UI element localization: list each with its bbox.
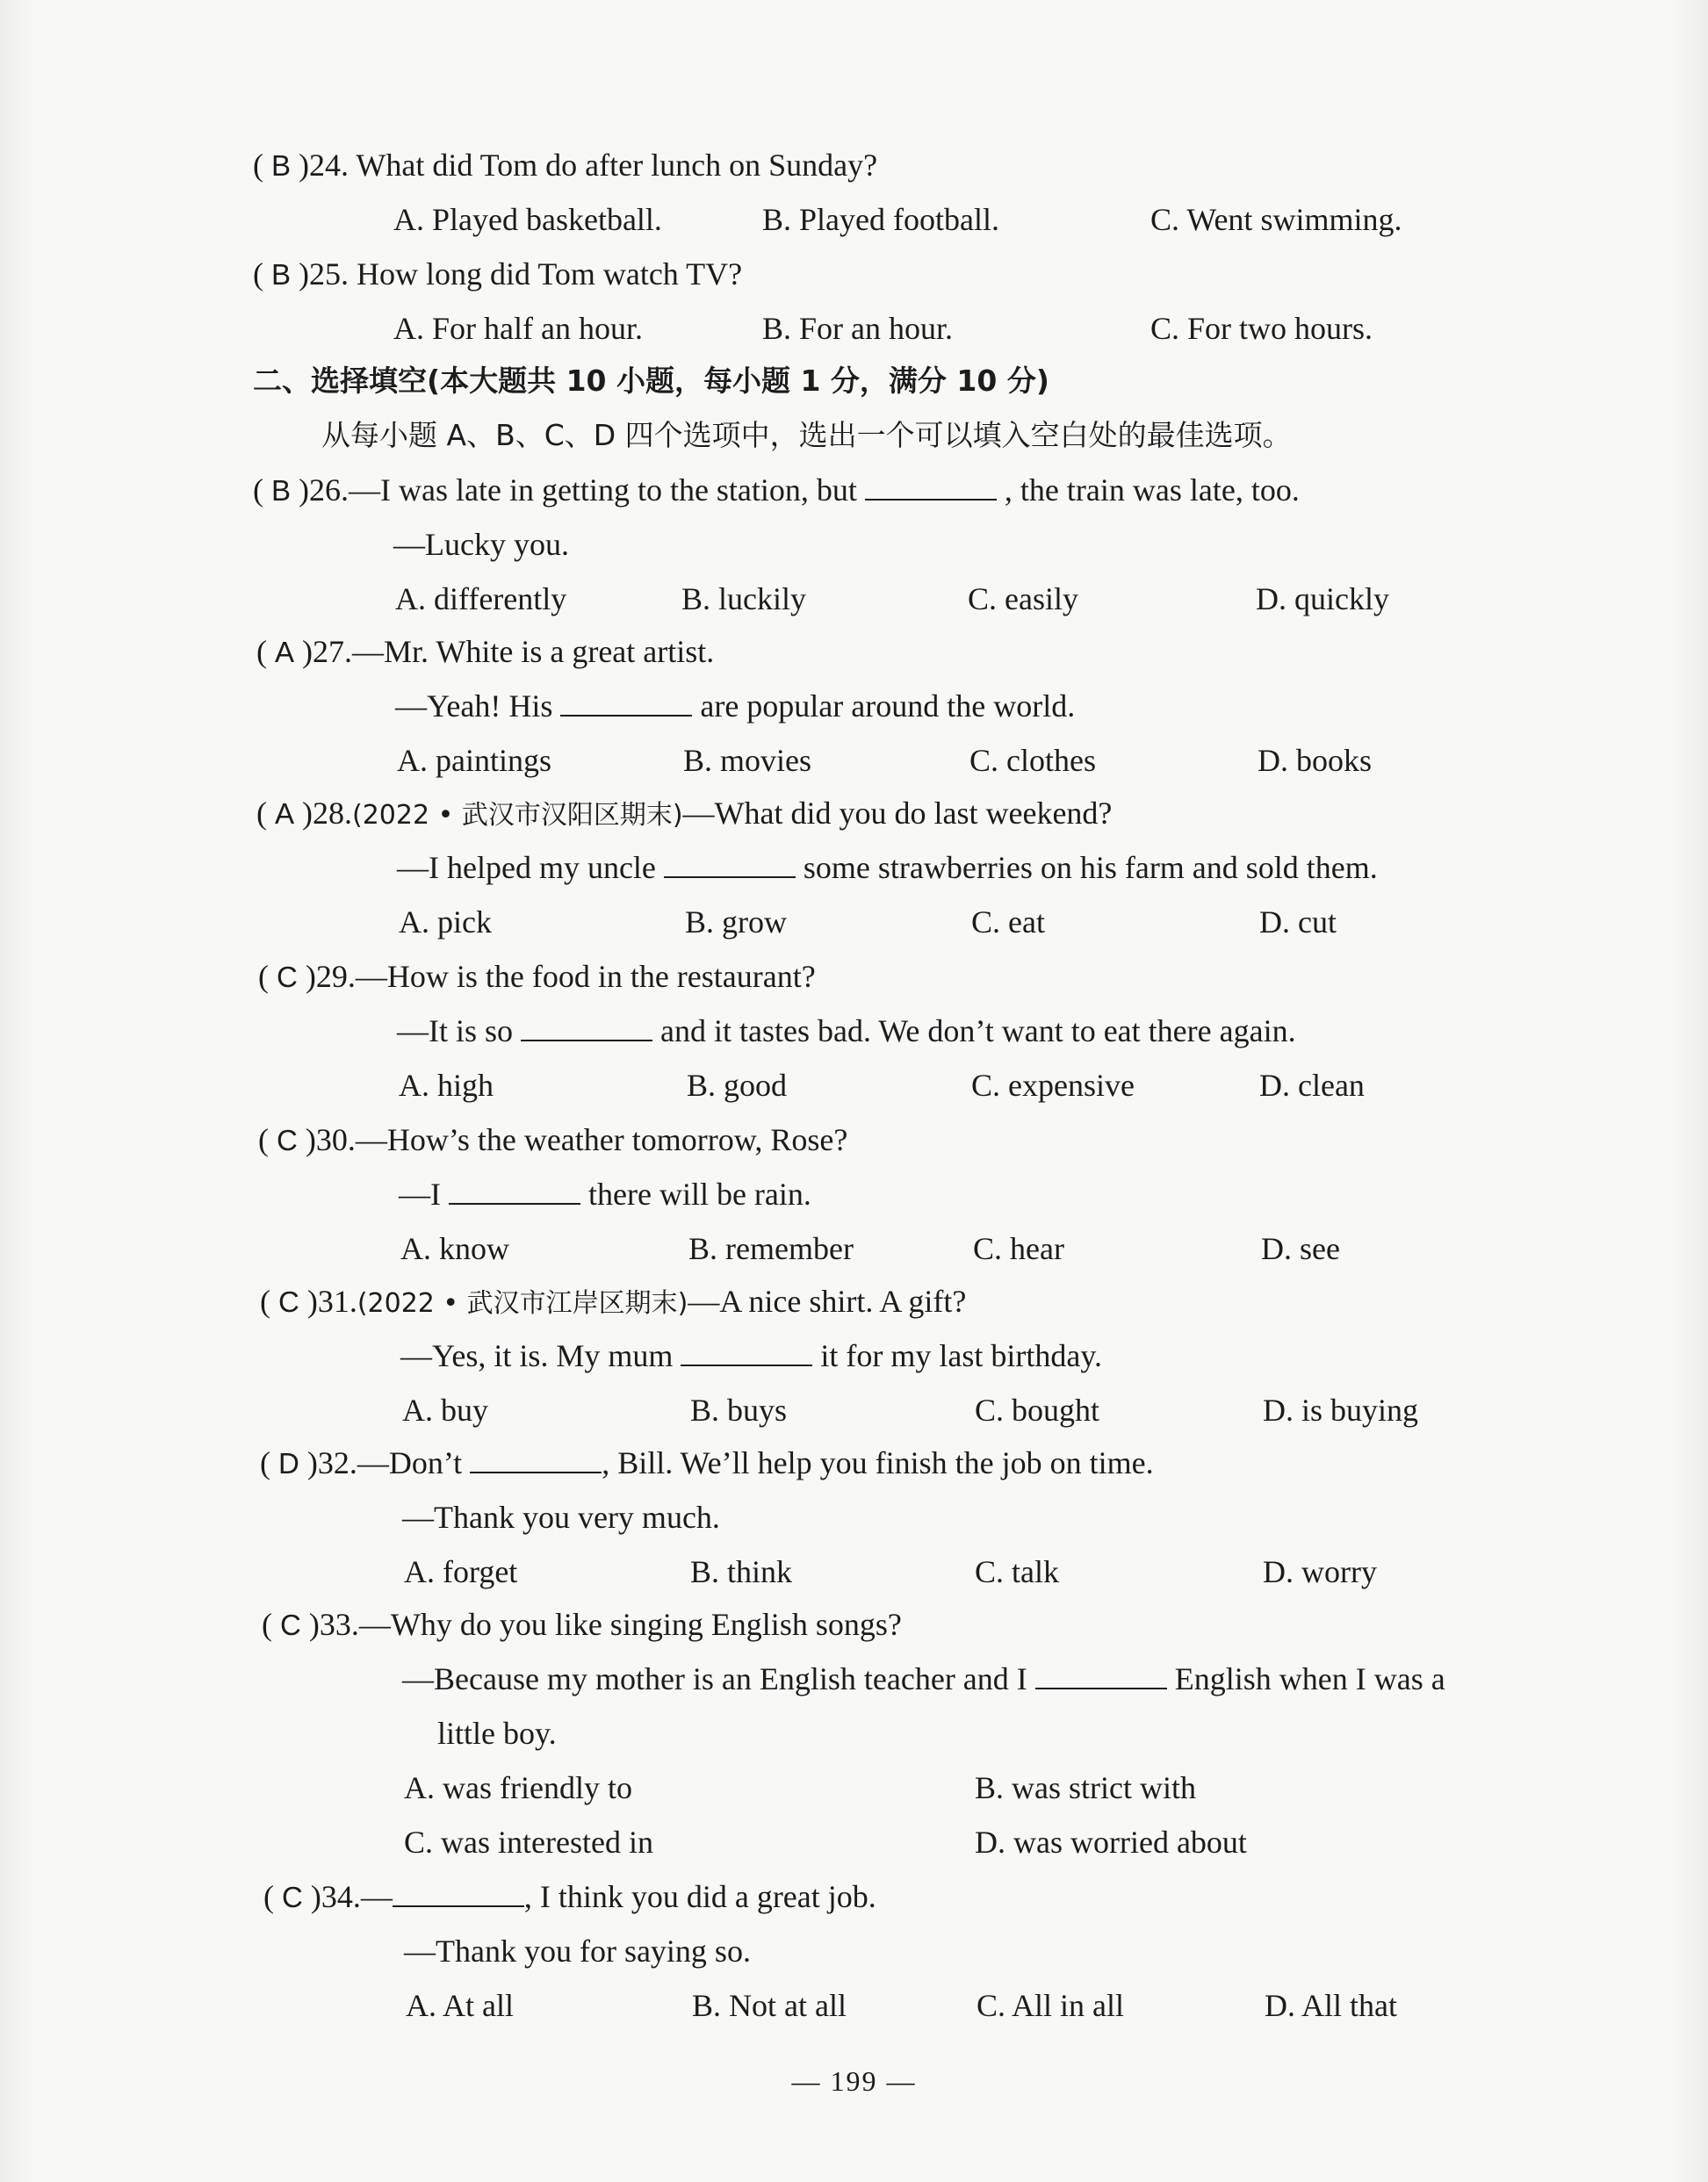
paren-close: ) bbox=[291, 472, 310, 508]
question-stem: —Why do you like singing English songs? bbox=[358, 1607, 902, 1642]
paren-close: ) bbox=[291, 148, 310, 183]
question-number: 30. bbox=[315, 1122, 356, 1157]
reply-end: are popular around the world. bbox=[700, 688, 1076, 724]
question-30 bbox=[258, 1120, 847, 1160]
reply-end: some strawberries on his farm and sold them. bbox=[803, 850, 1378, 885]
option-a: A. At all bbox=[406, 1988, 514, 2023]
answer-mark: B bbox=[271, 149, 292, 182]
question-stem: —What did you do last weekend? bbox=[682, 796, 1113, 831]
answer-blank bbox=[1035, 1661, 1167, 1689]
source-tag: (2022 • 武汉市汉阳区期末) bbox=[352, 800, 683, 831]
paren-open: ( bbox=[258, 959, 277, 994]
option-a: A. differently bbox=[395, 581, 567, 616]
reply-line bbox=[399, 1175, 811, 1213]
reply-line bbox=[395, 687, 1075, 725]
question-stem: —How is the food in the restaurant? bbox=[355, 959, 816, 994]
option-b: B. think bbox=[690, 1554, 793, 1589]
question-27 bbox=[256, 632, 714, 672]
question-stem-end: , I think you did a great job. bbox=[523, 1879, 876, 1914]
paren-close: ) bbox=[297, 959, 316, 994]
option-a: A. pick bbox=[399, 904, 492, 940]
paren-close: ) bbox=[300, 1607, 320, 1642]
answer-blank bbox=[393, 1879, 524, 1907]
option-d: D. clean bbox=[1259, 1068, 1365, 1103]
paren-open: ( bbox=[253, 472, 271, 508]
answer-blank bbox=[681, 1338, 812, 1366]
question-stem: — bbox=[360, 1879, 393, 1914]
answer-mark: C bbox=[277, 1124, 298, 1156]
answer-mark: C bbox=[277, 961, 298, 993]
reply-start: —Yeah! His bbox=[395, 688, 553, 724]
paren-open: ( bbox=[262, 1607, 280, 1642]
option-d: D. was worried about bbox=[975, 1825, 1247, 1860]
reply-line: —Thank you for saying so. bbox=[404, 1934, 751, 1969]
option-b: B. buys bbox=[690, 1393, 788, 1428]
reply-line: —Thank you very much. bbox=[402, 1500, 720, 1535]
option-a: A. buy bbox=[402, 1393, 488, 1428]
reply-start: —It is so bbox=[397, 1013, 514, 1048]
question-number: 29. bbox=[315, 959, 356, 994]
option-d: D. books bbox=[1258, 743, 1373, 778]
option-c: C. hear bbox=[973, 1231, 1064, 1266]
paren-close: ) bbox=[294, 796, 313, 831]
paren-open: ( bbox=[263, 1879, 282, 1914]
question-stem-end: , Bill. We’ll help you finish the job on time. bbox=[602, 1445, 1154, 1480]
option-a: A. know bbox=[400, 1231, 509, 1266]
question-stem: —Don’t bbox=[357, 1445, 463, 1480]
paren-close: ) bbox=[302, 1879, 321, 1914]
reply-start: —Yes, it is. My mum bbox=[400, 1338, 674, 1373]
page-number: — 199 — bbox=[791, 2065, 917, 2097]
section-instruction: 从每小题 A、B、C、D 四个选项中，选出一个可以填入空白处的最佳选项。 bbox=[321, 418, 1292, 452]
option-b: B. grow bbox=[685, 904, 787, 940]
question-number: 32. bbox=[317, 1445, 357, 1480]
paren-open: ( bbox=[253, 256, 271, 292]
option-b: B. good bbox=[687, 1068, 788, 1103]
paren-close: ) bbox=[299, 1445, 318, 1480]
option-a: A. forget bbox=[404, 1554, 518, 1589]
reply-start: —I helped my uncle bbox=[397, 850, 656, 885]
option-c: C. talk bbox=[975, 1554, 1059, 1589]
reply-start: —Because my mother is an English teacher and I bbox=[402, 1661, 1027, 1696]
answer-blank bbox=[521, 1013, 652, 1041]
question-stem: What did Tom do after lunch on Sunday? bbox=[356, 148, 878, 183]
question-29 bbox=[258, 957, 816, 997]
option-a: A. paintings bbox=[397, 743, 551, 778]
option-a: A. high bbox=[399, 1068, 494, 1103]
option-a: A. was friendly to bbox=[404, 1770, 632, 1805]
option-c: C. All in all bbox=[977, 1988, 1125, 2023]
answer-blank bbox=[865, 472, 997, 500]
option-d: D. All that bbox=[1265, 1988, 1397, 2023]
option-b: B. movies bbox=[683, 743, 812, 778]
option-a: A. Played basketball. bbox=[393, 202, 662, 237]
question-stem-end: , the train was late, too. bbox=[1004, 472, 1300, 508]
reply-line bbox=[397, 848, 1378, 887]
option-c: C. was interested in bbox=[404, 1825, 653, 1860]
question-stem: —How’s the weather tomorrow, Rose? bbox=[355, 1122, 848, 1157]
option-c: C. Went swimming. bbox=[1150, 202, 1402, 237]
reply-end: it for my last birthday. bbox=[820, 1338, 1103, 1373]
option-b: B. was strict with bbox=[975, 1770, 1196, 1805]
question-stem: —I was late in getting to the station, but bbox=[349, 472, 857, 508]
reply-end: English when I was a bbox=[1174, 1661, 1445, 1696]
option-b: B. remember bbox=[688, 1231, 854, 1266]
reply-line bbox=[400, 1336, 1102, 1375]
answer-mark: C bbox=[278, 1285, 299, 1318]
paren-close: ) bbox=[294, 634, 313, 669]
question-number: 25. bbox=[309, 256, 350, 292]
question-stem: —A nice shirt. A gift? bbox=[688, 1284, 967, 1319]
paren-close: ) bbox=[291, 256, 310, 292]
option-c: C. eat bbox=[971, 904, 1045, 940]
answer-blank bbox=[449, 1177, 580, 1205]
question-number: 24. bbox=[309, 148, 350, 183]
question-stem: —Mr. White is a great artist. bbox=[352, 634, 715, 669]
question-number: 26. bbox=[309, 472, 350, 508]
source-tag: (2022 • 武汉市江岸区期末) bbox=[357, 1288, 688, 1319]
reply-end: there will be rain. bbox=[588, 1177, 811, 1212]
question-25 bbox=[253, 255, 742, 294]
reply-line bbox=[397, 1012, 1296, 1050]
question-33 bbox=[262, 1605, 902, 1645]
question-stem: How long did Tom watch TV? bbox=[357, 256, 743, 292]
option-c: C. For two hours. bbox=[1150, 311, 1373, 346]
answer-mark: D bbox=[278, 1447, 299, 1480]
question-32 bbox=[260, 1444, 1154, 1483]
option-d: D. is buying bbox=[1263, 1393, 1419, 1428]
paren-open: ( bbox=[260, 1445, 278, 1480]
answer-mark: B bbox=[271, 258, 292, 291]
answer-mark: C bbox=[280, 1609, 301, 1641]
paren-open: ( bbox=[258, 1122, 277, 1157]
option-b: B. Played football. bbox=[762, 202, 999, 237]
question-28 bbox=[256, 794, 1112, 835]
question-number: 34. bbox=[321, 1879, 361, 1914]
answer-mark: B bbox=[271, 474, 292, 507]
reply-start: —I bbox=[399, 1177, 441, 1212]
option-a: A. For half an hour. bbox=[393, 311, 643, 346]
question-34 bbox=[263, 1877, 876, 1917]
option-d: D. quickly bbox=[1256, 581, 1389, 616]
option-c: C. bought bbox=[975, 1393, 1100, 1428]
option-c: C. clothes bbox=[969, 743, 1096, 778]
question-number: 28. bbox=[313, 796, 353, 831]
reply-line bbox=[402, 1660, 1445, 1698]
paren-close: ) bbox=[297, 1122, 316, 1157]
paren-open: ( bbox=[260, 1284, 278, 1319]
option-c: C. expensive bbox=[971, 1068, 1135, 1103]
answer-mark: A bbox=[275, 636, 295, 668]
paren-open: ( bbox=[256, 796, 275, 831]
answer-mark: A bbox=[275, 797, 295, 830]
paren-open: ( bbox=[253, 148, 271, 183]
answer-mark: C bbox=[282, 1881, 303, 1913]
question-number: 31. bbox=[317, 1284, 357, 1319]
option-c: C. easily bbox=[968, 581, 1078, 616]
reply-end: and it tastes bad. We don’t want to eat there again. bbox=[660, 1013, 1296, 1048]
question-24 bbox=[253, 146, 877, 185]
answer-blank bbox=[560, 688, 692, 717]
section-heading: 二、选择填空(本大题共 10 小题，每小题 1 分，满分 10 分) bbox=[253, 364, 1049, 398]
answer-blank bbox=[470, 1445, 602, 1473]
question-number: 33. bbox=[319, 1607, 359, 1642]
option-d: D. see bbox=[1261, 1231, 1340, 1266]
question-26 bbox=[253, 471, 1300, 510]
question-31 bbox=[260, 1282, 966, 1323]
option-b: B. Not at all bbox=[692, 1988, 847, 2023]
option-d: D. cut bbox=[1259, 904, 1337, 940]
option-b: B. For an hour. bbox=[762, 311, 954, 346]
paren-close: ) bbox=[299, 1284, 318, 1319]
question-number: 27. bbox=[313, 634, 353, 669]
reply-line: —Lucky you. bbox=[393, 527, 569, 562]
reply-line-continued: little boy. bbox=[437, 1716, 557, 1751]
answer-blank bbox=[664, 850, 796, 878]
option-b: B. luckily bbox=[681, 581, 806, 616]
option-d: D. worry bbox=[1263, 1554, 1377, 1589]
paren-open: ( bbox=[256, 634, 275, 669]
